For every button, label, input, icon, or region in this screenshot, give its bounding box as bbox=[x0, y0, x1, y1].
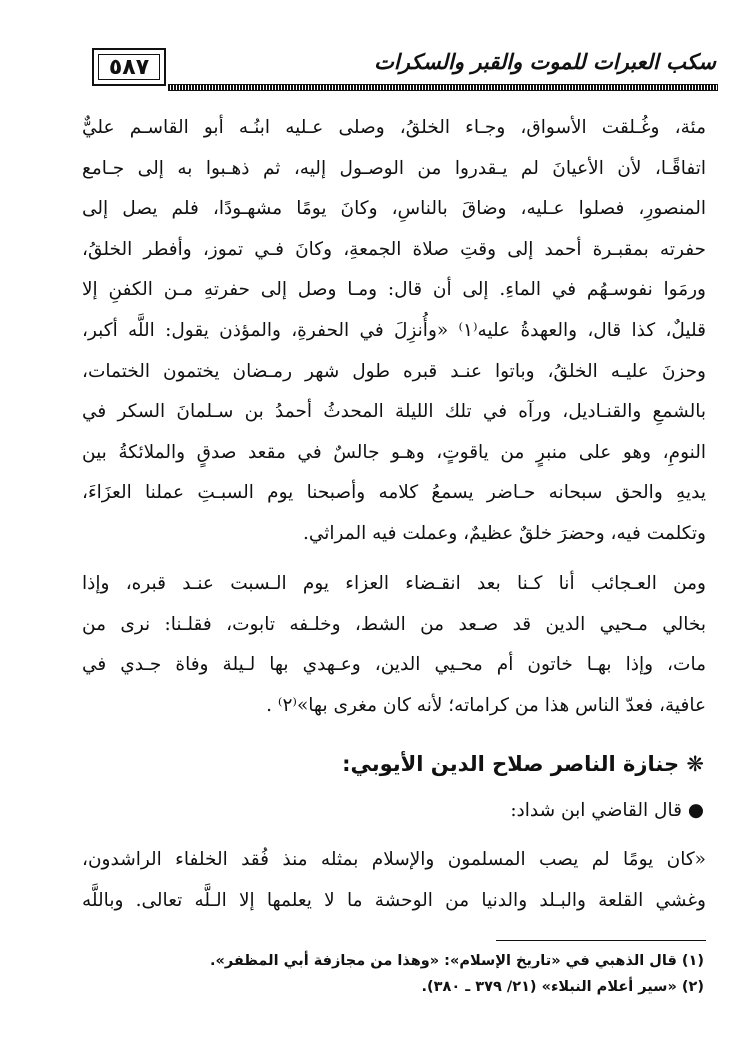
text-line: اتفاقًـا، لأن الأعيانَ لم يـقدروا من الوصـول إليه، ثم ذهـبوا به إلى جـامع bbox=[82, 157, 706, 179]
text-line: ورمَوا نفوسـهُم في الماءِ. إلى أن قال: ومـا وصل إلى حفرتهِ مـن الكفنِ إلا bbox=[82, 279, 706, 301]
footnotes bbox=[104, 948, 704, 1000]
text-line: المنصورِ، فصلوا عـليه، وضاقَ بالناسِ، وكانَ يومًا مشهـودًا، فلم يصل إلى bbox=[82, 198, 706, 220]
paragraph-2 bbox=[82, 564, 706, 726]
text-line: يديهِ والحق سبحانه حـاضر يسمعُ كلامه وأصبحنا يوم السبـتِ عملنا العزَاءَ، bbox=[82, 482, 706, 504]
footnote: (١) قال الذهبي في «تاريخ الإسلام»: «وهذا من مجازفة أبي المظفر». bbox=[209, 953, 704, 969]
paragraph-3 bbox=[82, 840, 706, 921]
header-decorative-rule bbox=[168, 84, 718, 91]
text-line: ومن العـجائب أنا كـنا بعد انقـضاء العزاء يوم الـسبت عنـد قبره، وإذا bbox=[82, 573, 706, 594]
text-line: «كان يومًا لم يصب المسلمون والإسلام بمثله منذ فُقد الخلفاء الراشدون، bbox=[82, 849, 706, 870]
page-number-text: ٥٨٧ bbox=[108, 54, 150, 80]
footnote: (٢) «سير أعلام النبلاء» (٢١/ ٣٧٩ ـ ٣٨٠). bbox=[421, 979, 704, 995]
text-line: قليلٌ، كذا قال، والعهدةُ عليه⁽١⁾ «وأُنزِلَ في الحفرةِ، والمؤذن يقول: اللَّه أكبر، bbox=[82, 319, 706, 341]
page-number bbox=[92, 48, 166, 86]
text-line: النومِ، وهو على منبرٍ من ياقوتٍ، وهـو جالسٌ في مقعد صدقٍ والملائكةُ بين bbox=[82, 441, 706, 463]
text-line: وحزنَ عليـه الخلقُ، وباتوا عنـد قبره طول شهر رمـضان يختمون الختمات، bbox=[82, 360, 706, 382]
text-line: مئة، وغُـلقت الأسواق، وجـاء الخلقُ، وصلى عـليه ابنُـه أبو القاسـم عليٌّ bbox=[82, 117, 706, 138]
footnote-separator bbox=[496, 940, 706, 941]
text-line: بالشمعِ والقنـاديل، ورآه في تلك الليلة المحدثُ أحمدُ بن سـلمانَ السكر في bbox=[82, 401, 706, 423]
text-line: بخالي مـحيي الدين قد صـعد من الشط، وخلـفه تابوت، فقلـنا: نرى من bbox=[82, 613, 706, 635]
running-title: سكب العبرات للموت والقبر والسكرات bbox=[374, 50, 716, 74]
section-heading: ❋ جنازة الناصر صلاح الدين الأيوبي: bbox=[342, 752, 704, 776]
paragraph-1 bbox=[82, 108, 706, 555]
text-line: مات، وإذا بهـا خاتون أم محـيي الدين، وعـهدي بها لـيلة وفاة جـدي في bbox=[82, 654, 706, 676]
text-line: عافية، فعدّ الناس هذا من كراماته؛ لأنه كان مغرى بها»⁽٢⁾ . bbox=[266, 694, 706, 716]
text-line: وغشي القلعة والبـلد والدنيا من الوحشة ما لا يعلمها إلا الـلَّه تعالى. وباللَّه bbox=[82, 889, 706, 911]
quote-attribution: ● قال القاضي ابن شداد: bbox=[510, 800, 704, 821]
text-line: وتكلمت فيه، وحضرَ خلقٌ عظيمٌ، وعملت فيه المراثي. bbox=[302, 522, 706, 544]
text-line: حفرته بمقبـرة أحمد إلى وقتِ صلاة الجمعةِ، وكانَ فـي تموز، وأفطر الخلقُ، bbox=[82, 238, 706, 260]
